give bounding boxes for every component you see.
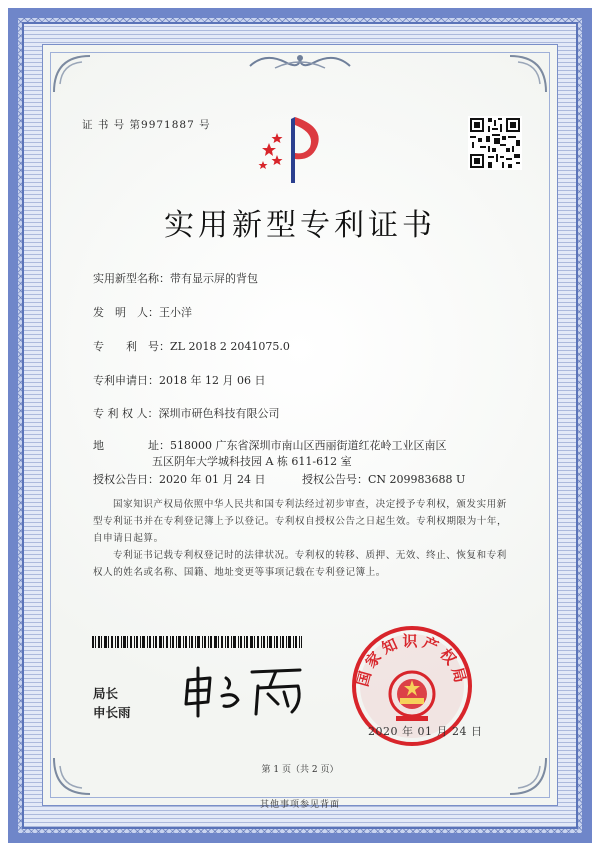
signatory-name: 申长雨 (93, 705, 131, 720)
barcode-icon (92, 636, 302, 648)
certificate-number: 证 书 号 第9971887 号 (82, 119, 211, 131)
field-filing-date (93, 372, 265, 388)
qr-code-icon (468, 116, 522, 170)
seal-date: 2020 年 01 月 24 日 (368, 725, 483, 738)
field-label: 专 利 号： (93, 340, 170, 353)
signatory-title: 局长 (93, 686, 119, 701)
page-number: 第 1 页（共 2 页） (261, 765, 339, 775)
field-value: 王小洋 (159, 306, 192, 319)
corner-ornament-icon (508, 54, 548, 94)
field-value: ZL 2018 2 2041075.0 (170, 340, 290, 353)
address-line-2: 五区阴年大学城科技园 A 栋 611-612 室 (152, 455, 352, 468)
top-ornament-icon (245, 50, 355, 72)
field-value: 2018 年 12 月 06 日 (159, 374, 266, 387)
field-value: 深圳市研色科技有限公司 (158, 407, 280, 420)
field-grant-number (302, 471, 465, 487)
field-inventor (93, 304, 192, 320)
field-label: 专 利 权 人： (93, 407, 159, 420)
handwritten-signature (180, 662, 310, 720)
corner-ornament-icon (52, 54, 92, 94)
field-value: 带有显示屏的背包 (170, 272, 258, 285)
field-patent-number (93, 338, 290, 354)
field-value: 2020 年 01 月 24 日 (159, 473, 266, 486)
field-label: 地 址： (93, 439, 170, 452)
statement-paragraph-1: 国家知识产权局依照中华人民共和国专利法经过初步审查，决定授予专利权，颁发实用新型专利证书并在专利登记簿上予以登记。专利权自授权公告之日起生效。专利权期限为十年，自申请日起算。 (93, 499, 508, 544)
field-value: CN 209983688 U (368, 473, 466, 486)
cnipa-emblem-icon (255, 113, 335, 185)
field-label: 专利申请日： (93, 374, 159, 387)
certificate-title: 实用新型专利证书 (164, 208, 436, 243)
field-label: 发 明 人： (93, 306, 159, 319)
field-grant-date (93, 471, 265, 487)
footer-note: 其他事项参见背面 (259, 800, 340, 810)
field-label: 授权公告号： (302, 473, 368, 486)
statement-paragraph-2: 专利证书记载专利权登记时的法律状况。专利权的转移、质押、无效、终止、恢复和专利权人的姓名或名称、国籍、地址变更等事项记载在专利登记簿上。 (93, 550, 507, 578)
field-utility-model-name (93, 270, 258, 286)
field-patentee (93, 405, 280, 421)
seal-text: 国家知识产权局 (353, 632, 471, 689)
field-label: 实用新型名称： (93, 272, 170, 285)
field-label: 授权公告日： (93, 473, 159, 486)
field-value: 518000 广东省深圳市南山区西丽街道红花岭工业区南区 (170, 439, 447, 452)
field-address (93, 437, 447, 453)
